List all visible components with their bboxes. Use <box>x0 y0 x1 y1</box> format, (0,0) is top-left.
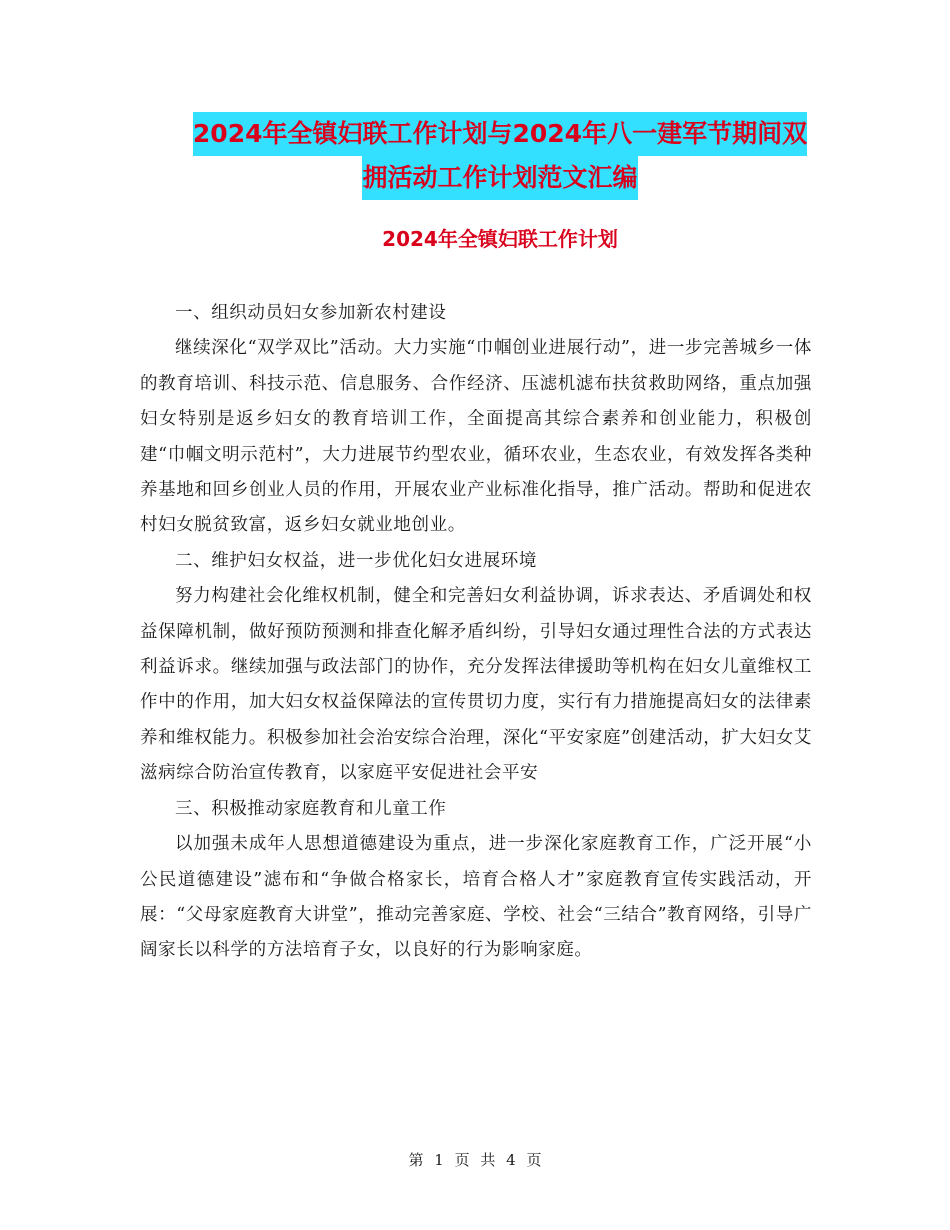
section-title: 2024年全镇妇联工作计划 <box>382 227 618 251</box>
page-footer: 第 1 页 共 4 页 <box>408 1151 542 1169</box>
document-title <box>140 112 860 200</box>
paragraph-rights-mechanism: 努力构建社会化维权机制，健全和完善妇女利益协调，诉求表达、矛盾调处和权益保障机制，做好预防预测和排查化解矛盾纠纷，引导妇女通过理性合法的方式表达利益诉求。继续加强与政法部门的协作，充分发挥法律援助等机构在妇女儿童维权工作中的作用，加大妇女权益保障法的宣传贯切力度，实行有力措施提高妇女的法律素养和维权能力。积极参加社会治安综合治理，深化“平安家庭”创建活动，扩大妇女艾滋病综合防治宣传教育，以家庭平安促进社会平安 <box>140 586 812 784</box>
heading-family-education: 三、积极推动家庭教育和儿童工作 <box>175 798 447 819</box>
document-title-line-1: 2024年全镇妇联工作计划与2024年八一建军节期间双 <box>193 112 807 156</box>
document-body <box>140 296 812 969</box>
paragraph-family-education: 以加强未成年人思想道德建设为重点，进一步深化家庭教育工作，广泛开展“小公民道德建设”滤布和“争做合格家长，培育合格人才”家庭教育宣传实践活动，开展：“父母家庭教育大讲堂”，推动完善家庭、学校、社会“三结合”教育网络，引导广阔家长以科学的方法培育子女，以良好的行为影响家庭。 <box>140 834 812 961</box>
document-title-line-2: 拥活动工作计划范文汇编 <box>362 156 637 200</box>
heading-protect-rights: 二、维护妇女权益，进一步优化妇女进展环境 <box>175 550 537 571</box>
paragraph-rural-construction: 继续深化“双学双比”活动。大力实施“巾帼创业进展行动”，进一步完善城乡一体的教育培训、科技示范、信息服务、合作经济、压滤机滤布扶贫救助网络，重点加强妇女特别是返乡妇女的教育培训工作，全面提高其综合素养和创业能力，积极创建“巾帼文明示范村”，大力进展节约型农业，循环农业，生态农业，有效发挥各类种养基地和回乡创业人员的作用，开展农业产业标准化指导，推广活动。帮助和促进农村妇女脱贫致富，返乡妇女就业地创业。 <box>140 338 812 536</box>
heading-organize-women: 一、组织动员妇女参加新农村建设 <box>175 303 447 323</box>
